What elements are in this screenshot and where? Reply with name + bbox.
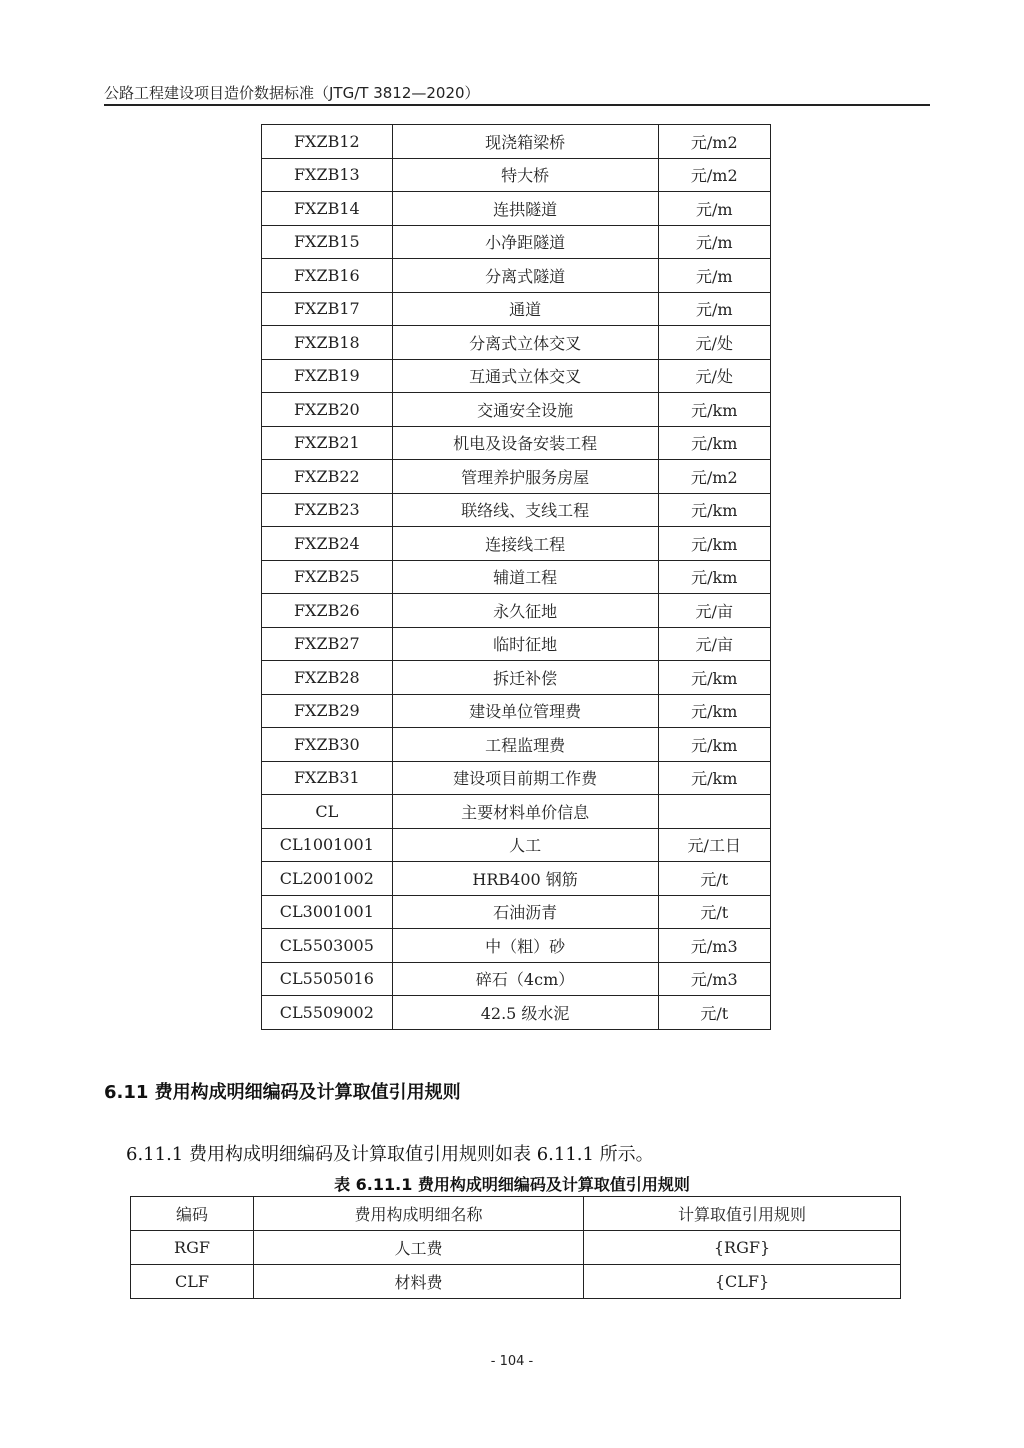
name-cell: 联络线、支线工程 <box>392 493 658 527</box>
table-row <box>262 192 771 226</box>
rules-cell-name: 材料费 <box>254 1265 584 1299</box>
name-cell: HRB400 钢筋 <box>392 862 658 896</box>
code-cell: CL1001001 <box>262 828 393 862</box>
code-cell: FXZB24 <box>262 527 393 561</box>
rules-header-code: 编码 <box>131 1197 254 1231</box>
unit-cell: 元/km <box>658 694 770 728</box>
unit-cell: 元/t <box>658 862 770 896</box>
code-cell: FXZB12 <box>262 125 393 159</box>
code-cell: CL3001001 <box>262 895 393 929</box>
code-cell: CL5505016 <box>262 962 393 996</box>
unit-cell: 元/m2 <box>658 158 770 192</box>
unit-cell: 元/m <box>658 292 770 326</box>
rules-cell-rule: {RGF} <box>584 1231 901 1265</box>
code-cell: FXZB13 <box>262 158 393 192</box>
table-row <box>262 292 771 326</box>
code-cell: FXZB31 <box>262 761 393 795</box>
rules-table-row <box>131 1265 901 1299</box>
name-cell: 临时征地 <box>392 627 658 661</box>
codes-table-body <box>262 125 771 1030</box>
unit-cell: 元/m <box>658 259 770 293</box>
table-row <box>262 962 771 996</box>
running-header: 公路工程建设项目造价数据标准（JTG/T 3812—2020） <box>104 84 480 102</box>
code-cell: FXZB23 <box>262 493 393 527</box>
unit-cell: 元/km <box>658 728 770 762</box>
table-caption: 表 6.11.1 费用构成明细编码及计算取值引用规则 <box>334 1175 690 1194</box>
code-cell: FXZB22 <box>262 460 393 494</box>
unit-cell: 元/亩 <box>658 594 770 628</box>
code-cell: FXZB21 <box>262 426 393 460</box>
unit-cell: 元/km <box>658 393 770 427</box>
name-cell: 人工 <box>392 828 658 862</box>
unit-cell: 元/处 <box>658 326 770 360</box>
rules-cell-name: 人工费 <box>254 1231 584 1265</box>
name-cell: 管理养护服务房屋 <box>392 460 658 494</box>
table-row <box>262 594 771 628</box>
table-row <box>262 694 771 728</box>
table-row <box>262 125 771 159</box>
unit-cell: 元/m <box>658 225 770 259</box>
table-row <box>262 895 771 929</box>
codes-table <box>261 124 771 1030</box>
code-cell: CL5509002 <box>262 996 393 1030</box>
table-row <box>262 158 771 192</box>
name-cell: 碎石（4cm） <box>392 962 658 996</box>
table-row <box>262 259 771 293</box>
name-cell: 连拱隧道 <box>392 192 658 226</box>
header-rule <box>104 104 930 106</box>
code-cell: CL2001002 <box>262 862 393 896</box>
rules-table-row <box>131 1231 901 1265</box>
name-cell: 主要材料单价信息 <box>392 795 658 829</box>
table-row <box>262 996 771 1030</box>
unit-cell: 元/处 <box>658 359 770 393</box>
name-cell: 现浇箱梁桥 <box>392 125 658 159</box>
section-paragraph: 6.11.1 费用构成明细编码及计算取值引用规则如表 6.11.1 所示。 <box>126 1144 654 1165</box>
code-cell: FXZB17 <box>262 292 393 326</box>
name-cell: 拆迁补偿 <box>392 661 658 695</box>
name-cell: 互通式立体交叉 <box>392 359 658 393</box>
name-cell: 永久征地 <box>392 594 658 628</box>
table-row <box>262 460 771 494</box>
name-cell: 交通安全设施 <box>392 393 658 427</box>
name-cell: 42.5 级水泥 <box>392 996 658 1030</box>
rules-cell-code: RGF <box>131 1231 254 1265</box>
code-cell: FXZB27 <box>262 627 393 661</box>
rules-cell-rule: {CLF} <box>584 1265 901 1299</box>
table-row <box>262 426 771 460</box>
table-row <box>262 326 771 360</box>
unit-cell: 元/t <box>658 895 770 929</box>
table-row <box>262 761 771 795</box>
unit-cell: 元/km <box>658 761 770 795</box>
table-row <box>262 393 771 427</box>
rules-cell-code: CLF <box>131 1265 254 1299</box>
code-cell: FXZB29 <box>262 694 393 728</box>
code-cell: CL5503005 <box>262 929 393 963</box>
code-cell: FXZB15 <box>262 225 393 259</box>
table-row <box>262 728 771 762</box>
unit-cell: 元/km <box>658 493 770 527</box>
table-row <box>262 661 771 695</box>
unit-cell: 元/km <box>658 527 770 561</box>
rules-header-rule: 计算取值引用规则 <box>584 1197 901 1231</box>
table-row <box>262 359 771 393</box>
unit-cell: 元/t <box>658 996 770 1030</box>
rules-table-header-row <box>131 1197 901 1231</box>
unit-cell: 元/m3 <box>658 962 770 996</box>
name-cell: 机电及设备安装工程 <box>392 426 658 460</box>
rules-header-name: 费用构成明细名称 <box>254 1197 584 1231</box>
table-row <box>262 862 771 896</box>
unit-cell: 元/km <box>658 560 770 594</box>
table-row <box>262 828 771 862</box>
name-cell: 连接线工程 <box>392 527 658 561</box>
unit-cell <box>658 795 770 829</box>
unit-cell: 元/km <box>658 426 770 460</box>
name-cell: 分离式隧道 <box>392 259 658 293</box>
code-cell: FXZB14 <box>262 192 393 226</box>
code-cell: FXZB16 <box>262 259 393 293</box>
name-cell: 工程监理费 <box>392 728 658 762</box>
unit-cell: 元/亩 <box>658 627 770 661</box>
name-cell: 中（粗）砂 <box>392 929 658 963</box>
code-cell: FXZB25 <box>262 560 393 594</box>
code-cell: FXZB28 <box>262 661 393 695</box>
table-row <box>262 627 771 661</box>
section-heading: 6.11 费用构成明细编码及计算取值引用规则 <box>104 1082 461 1103</box>
name-cell: 建设单位管理费 <box>392 694 658 728</box>
unit-cell: 元/工日 <box>658 828 770 862</box>
unit-cell: 元/m <box>658 192 770 226</box>
name-cell: 特大桥 <box>392 158 658 192</box>
unit-cell: 元/m2 <box>658 460 770 494</box>
table-row <box>262 560 771 594</box>
code-cell: FXZB19 <box>262 359 393 393</box>
table-row <box>262 527 771 561</box>
table-row <box>262 225 771 259</box>
name-cell: 建设项目前期工作费 <box>392 761 658 795</box>
code-cell: FXZB18 <box>262 326 393 360</box>
table-row <box>262 929 771 963</box>
rules-table <box>130 1196 901 1299</box>
code-cell: CL <box>262 795 393 829</box>
code-cell: FXZB20 <box>262 393 393 427</box>
table-row <box>262 795 771 829</box>
name-cell: 通道 <box>392 292 658 326</box>
name-cell: 石油沥青 <box>392 895 658 929</box>
unit-cell: 元/m2 <box>658 125 770 159</box>
code-cell: FXZB30 <box>262 728 393 762</box>
unit-cell: 元/km <box>658 661 770 695</box>
unit-cell: 元/m3 <box>658 929 770 963</box>
name-cell: 小净距隧道 <box>392 225 658 259</box>
name-cell: 辅道工程 <box>392 560 658 594</box>
page-number: - 104 - <box>490 1354 534 1369</box>
code-cell: FXZB26 <box>262 594 393 628</box>
name-cell: 分离式立体交叉 <box>392 326 658 360</box>
table-row <box>262 493 771 527</box>
